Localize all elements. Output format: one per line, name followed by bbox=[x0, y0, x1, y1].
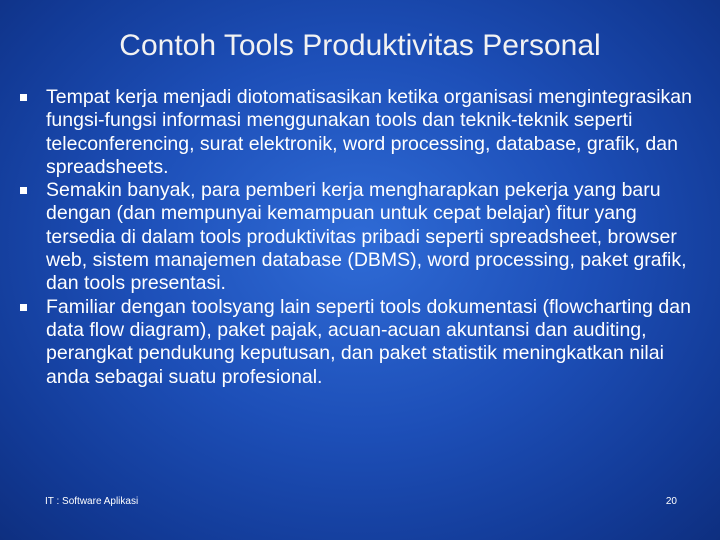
slide-title: Contoh Tools Produktivitas Personal bbox=[119, 29, 601, 62]
bullet-text: Familiar dengan toolsyang lain seperti tools dokumentasi (flowcharting dan data flow diagram), paket pajak, acuan-acuan akuntansi dan auditing, perangkat pendukung keputusan, dan paket statistik meningkatkan nilai anda sebagai suatu profesional. bbox=[46, 295, 691, 388]
square-bullet-icon bbox=[20, 304, 27, 311]
bullet-text: Semakin banyak, para pemberi kerja mengharapkan pekerja yang baru dengan (dan mempunyai kemampuan untuk cepat belajar) fitur yang tersedia di dalam tools produktivitas pribadi seperti spreadsheet, browser web, sistem manajemen database (DBMS), word processing, paket grafik, dan tools presentasi. bbox=[46, 179, 687, 295]
bullet-text: Tempat kerja menjadi diotomatisasikan ketika organisasi mengintegrasikan fungsi-fungsi informasi menggunakan tools dan teknik-teknik seperti teleconferencing, surat elektronik, word processing, database, grafik, dan spreadsheets. bbox=[46, 86, 692, 178]
bullet-item bbox=[20, 179, 710, 295]
bullet-item bbox=[20, 296, 710, 389]
bullet-list bbox=[20, 86, 710, 389]
bullet-item bbox=[20, 86, 710, 179]
square-bullet-icon bbox=[20, 94, 27, 101]
square-bullet-icon bbox=[20, 187, 27, 194]
footer-course-label: IT : Software Aplikasi bbox=[45, 496, 139, 507]
page-number: 20 bbox=[665, 496, 677, 507]
